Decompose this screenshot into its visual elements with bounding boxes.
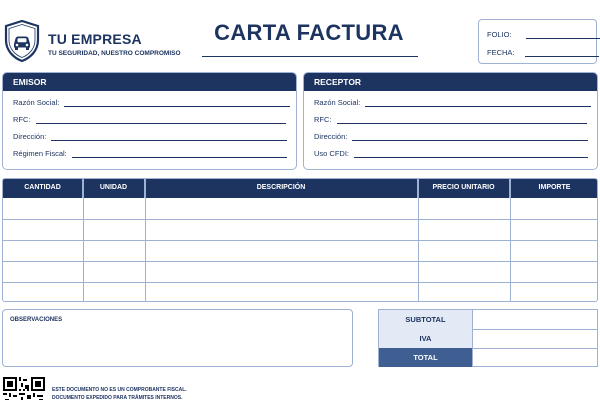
header-unidad: UNIDAD — [83, 179, 145, 198]
field-line[interactable] — [337, 117, 587, 124]
folio-label: FOLIO: — [487, 30, 512, 39]
logo-shield-icon — [4, 20, 40, 62]
footer-disclaimer — [52, 387, 187, 400]
field-line[interactable] — [354, 151, 588, 158]
table-row-divider — [3, 219, 597, 220]
header-descripcion: DESCRIPCIÓN — [145, 179, 418, 198]
folio-field[interactable] — [487, 30, 600, 39]
field-line[interactable] — [64, 100, 290, 107]
field-line[interactable] — [51, 134, 287, 141]
emisor-direccion-field[interactable] — [13, 132, 287, 141]
table-row-divider — [3, 261, 597, 262]
field-line[interactable] — [72, 151, 287, 158]
field-line[interactable] — [36, 117, 286, 124]
items-table-header — [3, 179, 597, 198]
company-name: TU EMPRESA — [48, 31, 142, 47]
header-precio-unitario: PRECIO UNITARIO — [418, 179, 510, 198]
field-line[interactable] — [352, 134, 588, 141]
fecha-line[interactable] — [525, 49, 599, 57]
fecha-field[interactable] — [487, 48, 599, 57]
total-value[interactable] — [472, 348, 599, 367]
emisor-regimen-field[interactable] — [13, 149, 287, 158]
receptor-rfc-field[interactable] — [314, 115, 587, 124]
observaciones-box[interactable] — [2, 309, 353, 367]
field-line[interactable] — [365, 100, 591, 107]
field-label: Razón Social: — [314, 98, 361, 107]
field-label: RFC: — [13, 115, 31, 124]
items-table — [2, 178, 598, 302]
header-cantidad: CANTIDAD — [3, 179, 83, 198]
iva-label: IVA — [379, 329, 472, 348]
qr-code-icon — [3, 377, 45, 400]
header-importe: IMPORTE — [538, 184, 571, 191]
totals-box — [378, 309, 598, 367]
field-label: Razón Social: — [13, 98, 60, 107]
field-label: Uso CFDI: — [314, 149, 350, 158]
receptor-razon-social-field[interactable] — [314, 98, 591, 107]
field-label: Régimen Fiscal: — [13, 149, 67, 158]
company-tagline: TU SEGURIDAD, NUESTRO COMPROMISO — [48, 50, 181, 57]
field-label: RFC: — [314, 115, 332, 124]
title-underline — [202, 56, 418, 57]
subtotal-label: SUBTOTAL — [379, 310, 472, 329]
subtotal-value[interactable] — [472, 310, 599, 329]
receptor-title: RECEPTOR — [304, 73, 597, 91]
observaciones-label: OBSERVACIONES — [10, 317, 63, 323]
document-title: CARTA FACTURA — [214, 20, 404, 45]
folio-date-box — [478, 19, 597, 64]
footer-line-1: ESTE DOCUMENTO NO ES UN COMPROBANTE FISCAL. — [52, 387, 187, 393]
receptor-panel — [303, 72, 598, 170]
total-label: TOTAL — [379, 348, 472, 367]
emisor-rfc-field[interactable] — [13, 115, 286, 124]
fecha-label: FECHA: — [487, 48, 515, 57]
emisor-title: EMISOR — [3, 73, 296, 91]
receptor-uso-cfdi-field[interactable] — [314, 149, 588, 158]
emisor-panel — [2, 72, 297, 170]
table-row-divider — [3, 282, 597, 283]
emisor-razon-social-field[interactable] — [13, 98, 290, 107]
footer-line-2: DOCUMENTO EXPEDIDO PARA TRÁMITES INTERNOS. — [52, 394, 183, 400]
field-label: Dirección: — [13, 132, 47, 141]
folio-line[interactable] — [526, 31, 600, 39]
iva-value[interactable] — [472, 329, 599, 348]
receptor-direccion-field[interactable] — [314, 132, 588, 141]
table-row-divider — [3, 240, 597, 241]
field-label: Dirección: — [314, 132, 348, 141]
